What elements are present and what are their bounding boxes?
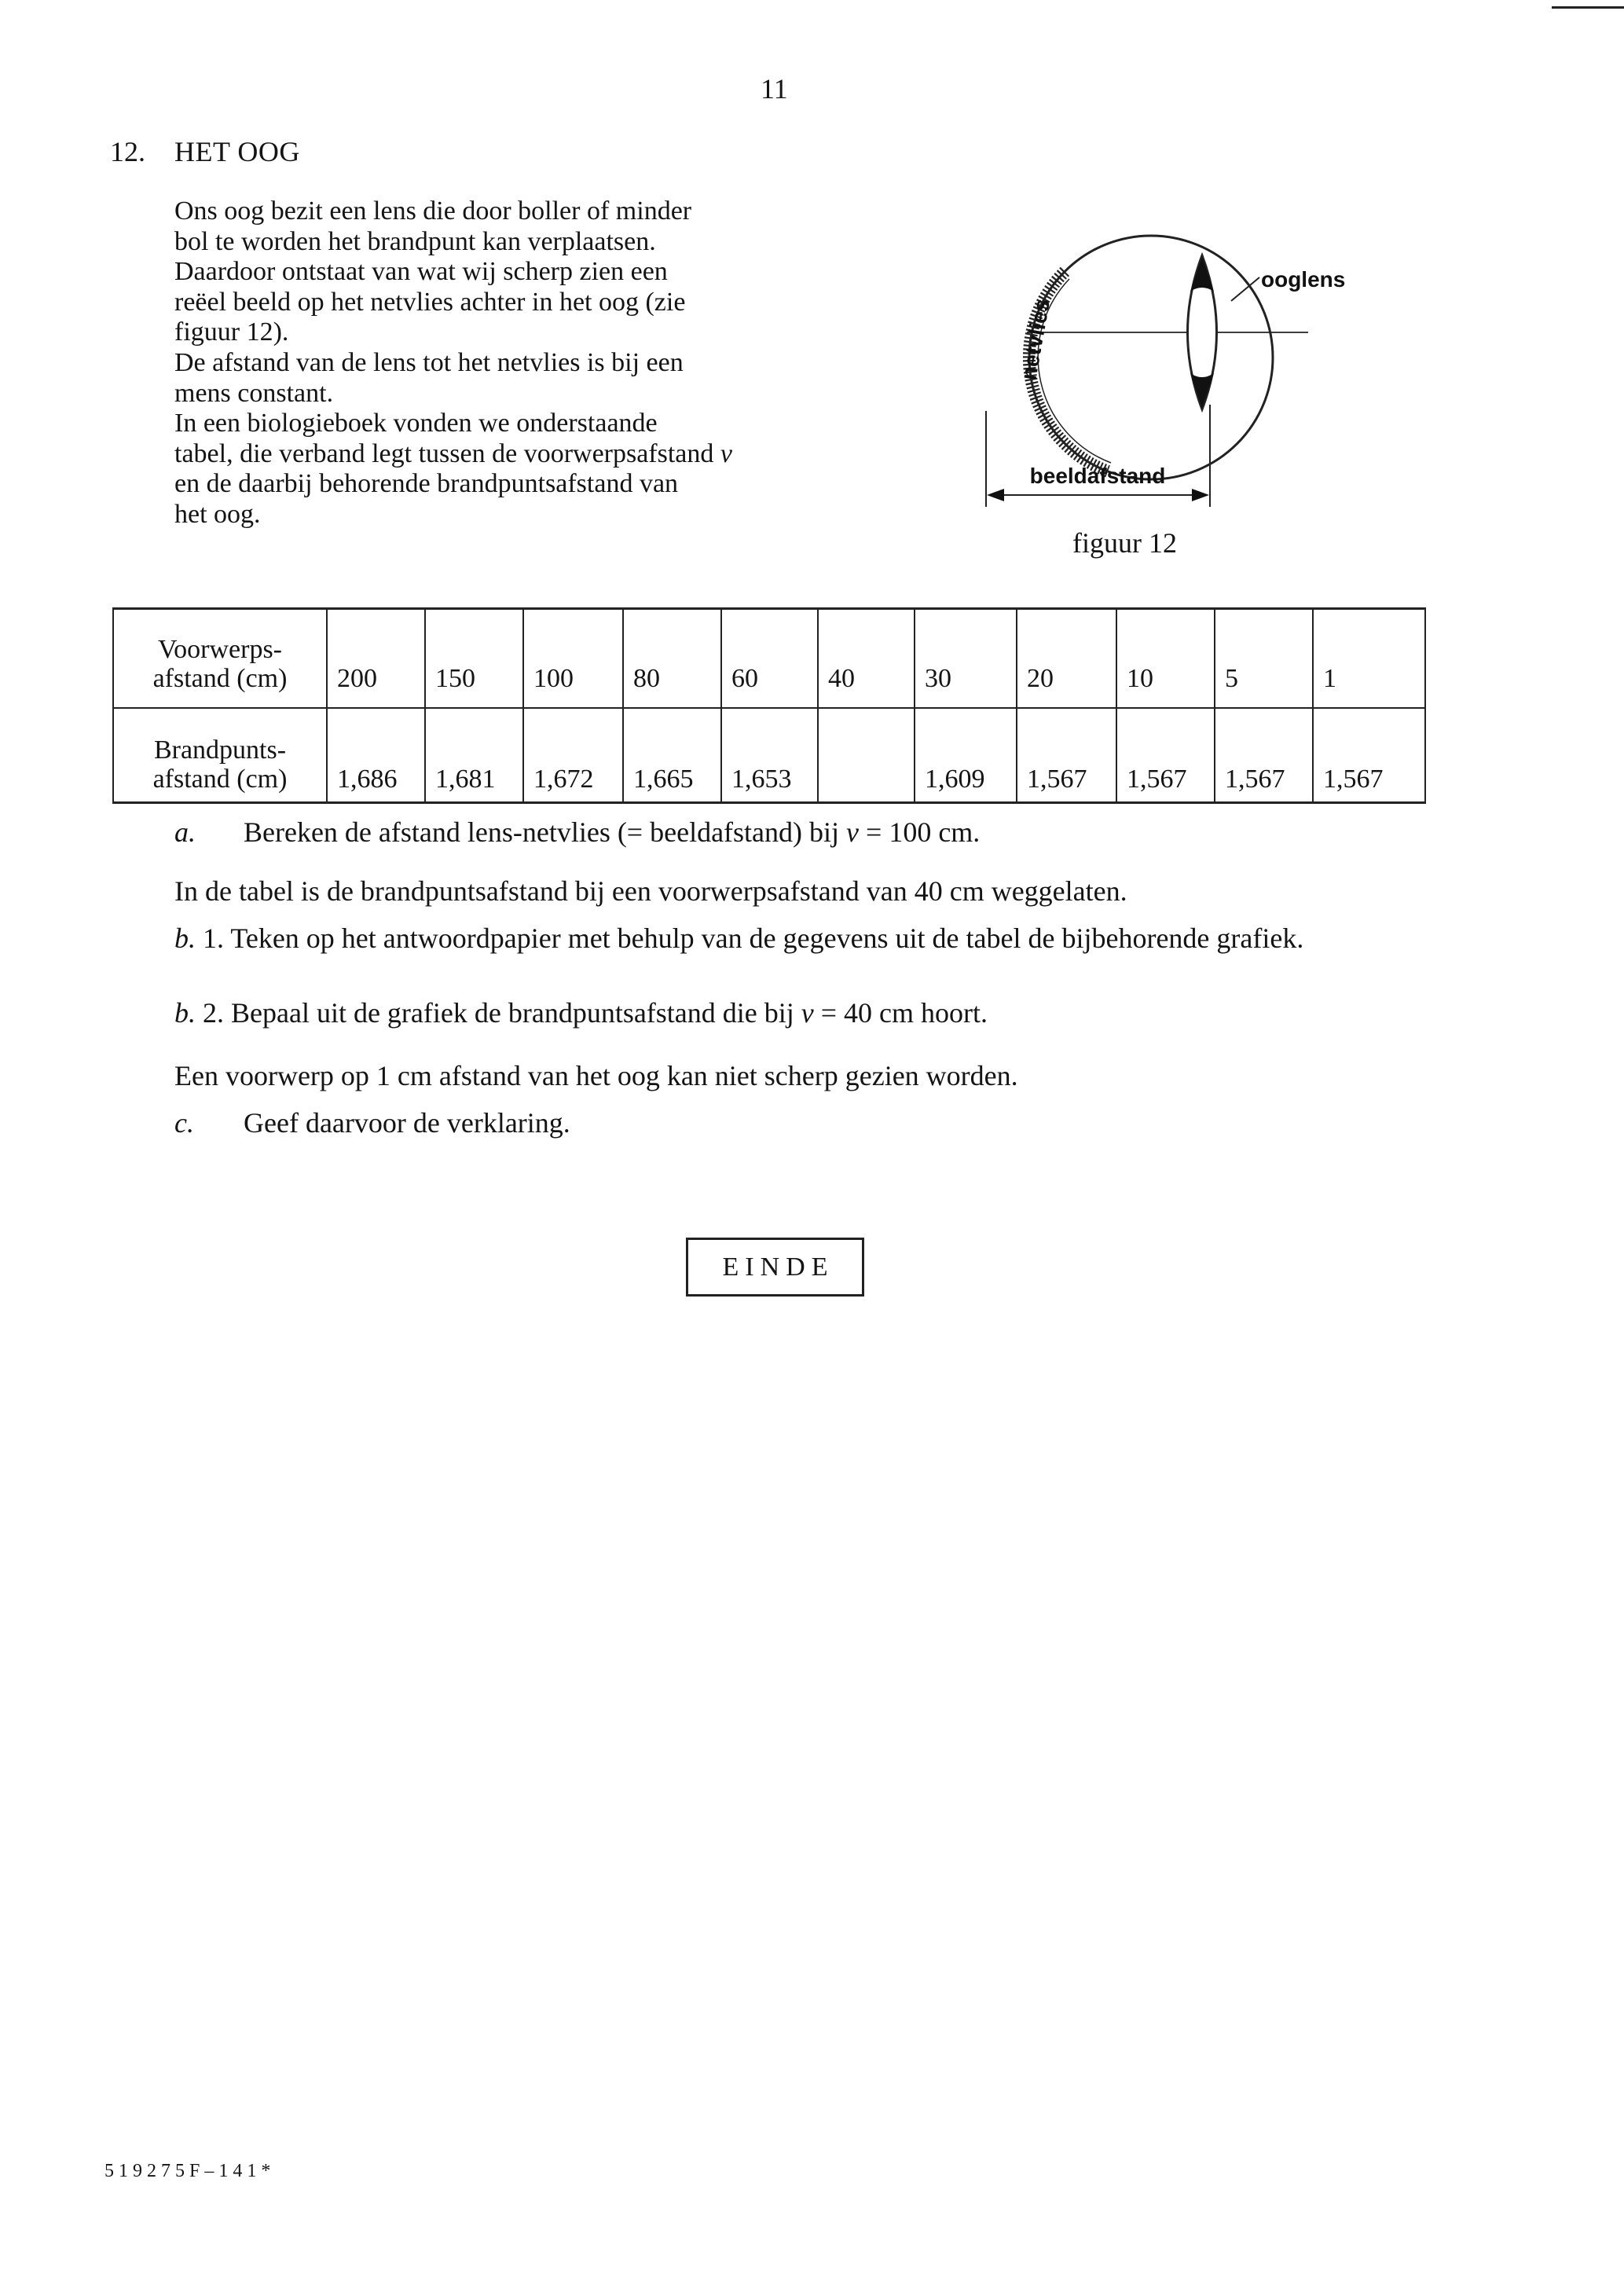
dimension-arrow-right (1192, 489, 1209, 501)
table-cell: 80 (623, 609, 721, 709)
question-c-label: c. (174, 1107, 194, 1139)
table-cell: 150 (425, 609, 523, 709)
table-cell: 1,567 (1313, 708, 1425, 803)
table-cell: 5 (1215, 609, 1313, 709)
intro-line: Daardoor ontstaat van wat wij scherp zien een (174, 257, 668, 287)
table-cell: 20 (1017, 609, 1116, 709)
table-cell: 1,665 (623, 708, 721, 803)
eye-diagram (923, 193, 1363, 530)
question-b2: b. 2. Bepaal uit de grafiek de brandpuntsafstand die bij v = 40 cm hoort. (174, 997, 988, 1029)
question-a (174, 816, 981, 848)
question-title: HET OOG (174, 136, 300, 167)
table-cell: 60 (721, 609, 818, 709)
question-b1-number: 1. (196, 922, 231, 954)
table-cell: 1,567 (1215, 708, 1313, 803)
table-cell: 1,681 (425, 708, 523, 803)
intro-line: Ons oog bezit een lens die door boller of minder (174, 196, 692, 226)
note-near-object: Een voorwerp op 1 cm afstand van het oog kan niet scherp gezien worden. (174, 1060, 1018, 1091)
question-b1-text: Teken op het antwoordpapier met behulp van de gegevens uit de tabel de bijbehorende grafiek. (230, 922, 1304, 954)
question-b1 (174, 923, 1422, 953)
table-cell: 10 (1116, 609, 1215, 709)
intro-line: het oog. (174, 499, 261, 529)
row-header-brandpuntsafstand: Brandpunts- afstand (cm) (113, 708, 327, 803)
table-cell: 1,567 (1116, 708, 1215, 803)
dimension-arrow-left (987, 489, 1004, 501)
question-c-text: Geef daarvoor de verklaring. (244, 1107, 570, 1139)
table-cell: 1,686 (327, 708, 425, 803)
intro-line: en de daarbij behorende brandpuntsafstand van (174, 469, 679, 499)
footer-code: 519275F–141* (104, 2161, 276, 2181)
lens-top-edge (1190, 257, 1214, 292)
page-number: 11 (761, 73, 788, 105)
note-omitted-value: In de tabel is de brandpuntsafstand bij een voorwerpsafstand van 40 cm weggelaten. (174, 875, 1127, 907)
row-header-voorwerpsafstand: Voorwerps- afstand (cm) (113, 609, 327, 709)
data-table (112, 607, 1426, 804)
question-b2-number: 2. (196, 997, 231, 1029)
beeldafstand-label: beeldafstand (1029, 464, 1166, 488)
table-cell: 200 (327, 609, 425, 709)
end-marker (686, 1238, 864, 1297)
table-cell: 1,567 (1017, 708, 1116, 803)
top-edge-rule (1552, 6, 1624, 9)
question-b1-label: b. (174, 922, 196, 954)
table-row-object-distance (113, 609, 1425, 709)
table-cell: 1,609 (915, 708, 1017, 803)
question-c (174, 1107, 570, 1139)
question-a-text: Bereken de afstand lens-netvlies (= beeldafstand) bij v = 100 cm. (244, 816, 981, 848)
table-cell: 30 (915, 609, 1017, 709)
question-number: 12. (110, 136, 145, 167)
figure-caption: figuur 12 (1072, 527, 1177, 559)
end-label: EINDE (722, 1252, 834, 1282)
eyeball-outline (1029, 236, 1273, 479)
table-row-focal-distance (113, 708, 1425, 803)
intro-line: figuur 12). (174, 317, 289, 347)
table-cell: 1 (1313, 609, 1425, 709)
intro-line: reëel beeld op het netvlies achter in het oog (zie (174, 287, 686, 317)
question-a-label: a. (174, 816, 196, 848)
intro-paragraph (174, 196, 850, 530)
intro-line: tabel, die verband legt tussen de voorwerpsafstand v (174, 438, 732, 468)
intro-line: In een biologieboek vonden we onderstaande (174, 409, 658, 438)
netvlies-label: netvlies (1016, 296, 1055, 383)
lens-bottom-edge (1190, 373, 1214, 408)
table-cell-empty (818, 708, 915, 803)
ooglens-label: ooglens (1261, 267, 1346, 292)
table-cell: 1,653 (721, 708, 818, 803)
intro-line: De afstand van de lens tot het netvlies is bij een (174, 347, 684, 377)
intro-line: mens constant. (174, 378, 334, 408)
table-cell: 100 (523, 609, 623, 709)
table-cell: 40 (818, 609, 915, 709)
intro-line: bol te worden het brandpunt kan verplaatsen. (174, 226, 656, 256)
variable-v: v (720, 438, 732, 468)
table-cell: 1,672 (523, 708, 623, 803)
question-b2-label: b. (174, 997, 196, 1029)
